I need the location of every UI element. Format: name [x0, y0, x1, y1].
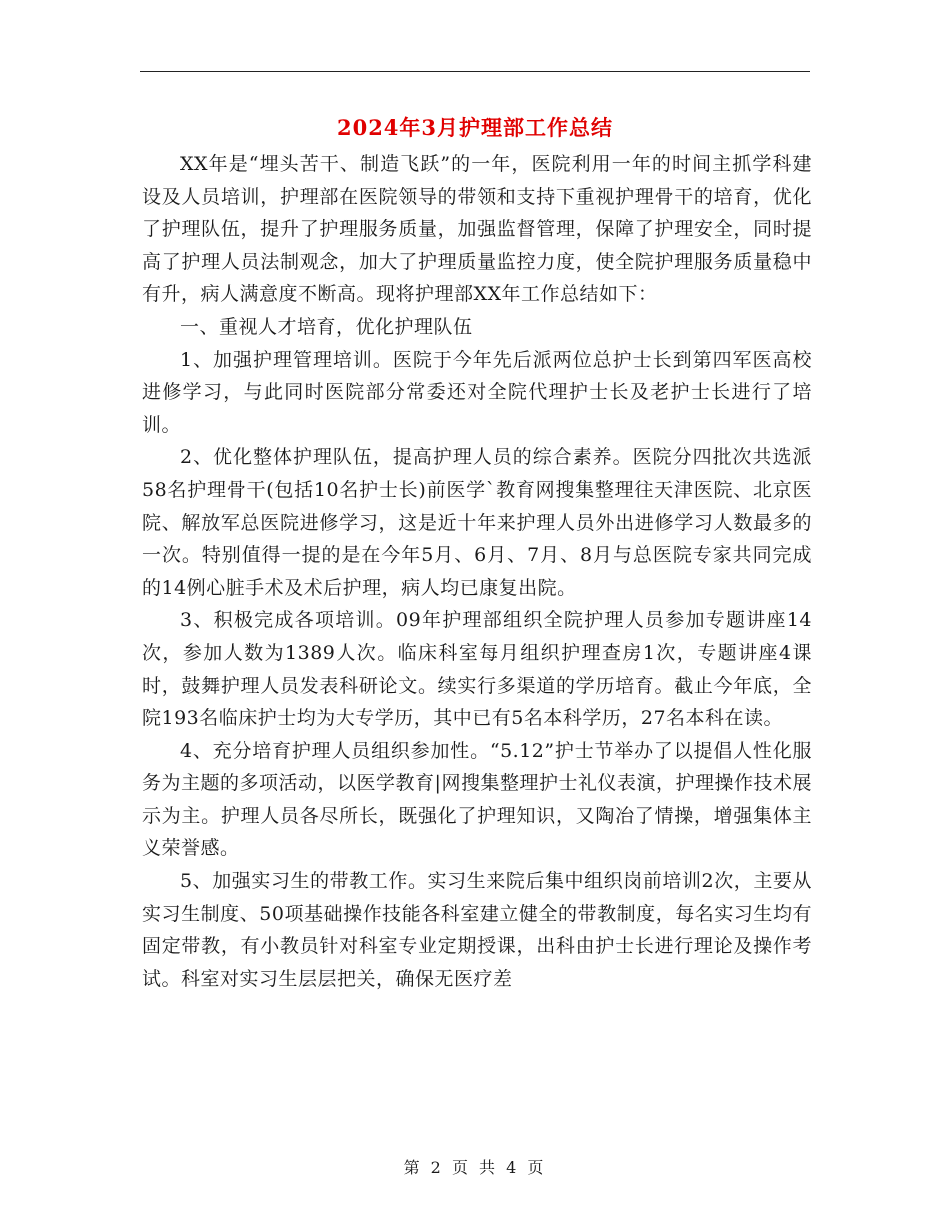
- intro-paragraph: XX年是“埋头苦干、制造飞跃”的一年，医院利用一年的时间主抓学科建设及人员培训，护理部在医院领导的带领和支持下重视护理骨干的培育，优化了护理队伍，提升了护理服务质量，加强监督管理，保障了护理安全，同时提高了护理人员法制观念，加大了护理质量监控力度，使全院护理服务质量稳中有升，病人满意度不断高。现将护理部XX年工作总结如下：: [142, 153, 812, 306]
- document-body: [142, 148, 812, 995]
- paragraph-item-2: 2、优化整体护理队伍，提高护理人员的综合素养。医院分四批次共选派58名护理骨干(包括10名护士长)前医学`教育网搜集整理往天津医院、北京医院、解放军总医院进修学习，这是近十年来护理人员外出进修学习人数最多的一次。特别值得一提的是在今年5月、6月、7月、8月与总医院专家共同完成的14例心脏手术及术后护理，病人均已康复出院。: [142, 446, 812, 599]
- page-footer: 第 2 页 共 4 页: [403, 1158, 547, 1177]
- section-heading: 一、重视人才培育，优化护理队伍: [180, 315, 473, 338]
- header-rule: [140, 71, 810, 72]
- document-title: 2024年3月护理部工作总结: [336, 115, 614, 140]
- paragraph-item-5: 5、加强实习生的带教工作。实习生来院后集中组织岗前培训2次，主要从实习生制度、50项基础操作技能各科室建立健全的带教制度，每名实习生均有固定带教，有小教员针对科室专业定期授课，出科由护士长进行理论及操作考试。科室对实习生层层把关，确保无医疗差: [142, 870, 812, 990]
- paragraph-item-3: 3、积极完成各项培训。09年护理部组织全院护理人员参加专题讲座14次，参加人数为1389人次。临床科室每月组织护理查房1次，专题讲座4课时，鼓舞护理人员发表科研论文。续实行多渠道的学历培育。截止今年底，全院193名临床护士均为大专学历，其中已有5名本科学历，27名本科在读。: [142, 609, 812, 730]
- paragraph-item-4: 4、充分培育护理人员组织参加性。“5.12”护士节举办了以提倡人性化服务为主题的多项活动，以医学教育|网搜集整理护士礼仪表演，护理操作技术展示为主。护理人员各尽所长，既强化了护理知识，又陶冶了情操，增强集体主义荣誉感。: [142, 739, 812, 860]
- paragraph-item-1: 1、加强护理管理培训。医院于今年先后派两位总护士长到第四军医高校进修学习，与此同时医院部分常委还对全院代理护士长及老护士长进行了培训。: [142, 348, 812, 436]
